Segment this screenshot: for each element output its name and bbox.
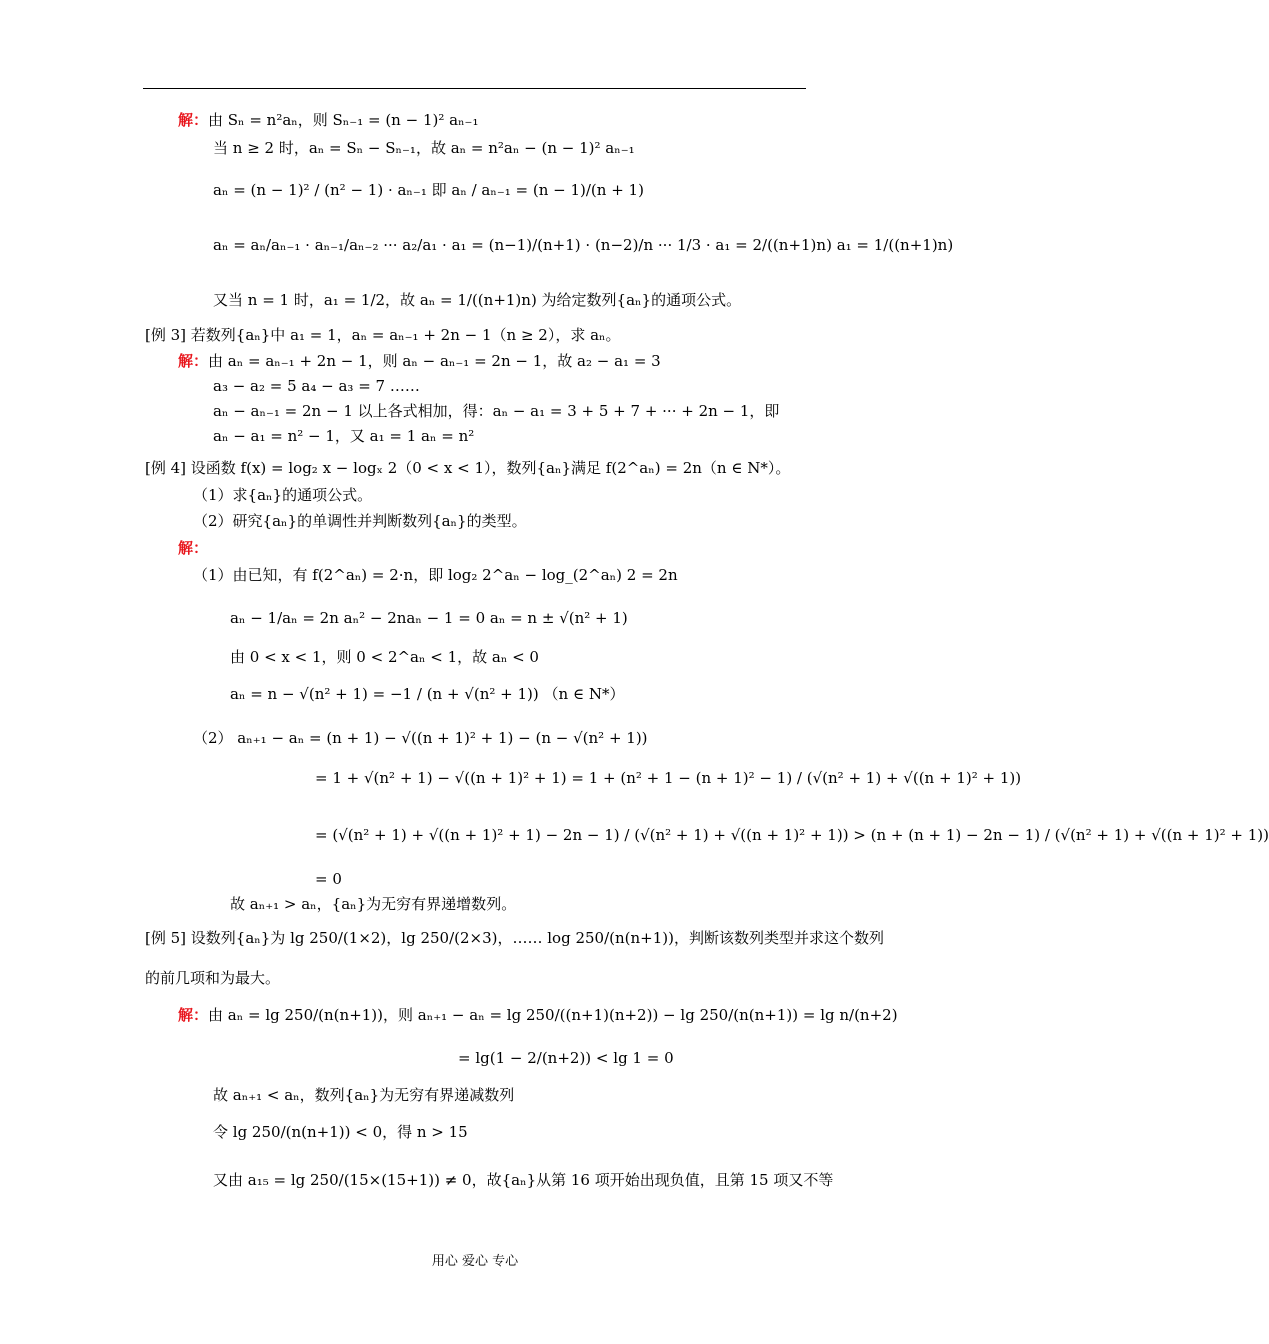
text-line-22: = 0 bbox=[315, 870, 342, 888]
text-line-4: aₙ = aₙ/aₙ₋₁ · aₙ₋₁/aₙ₋₂ ··· a₂/a₁ · a₁ = (n−1)/(n+1) · (n−2)/n ··· 1/3 · a₁ = 2/((n+1)n) a₁ = 1/((n+1)n) bbox=[213, 236, 954, 254]
solution-label: 解： bbox=[178, 111, 209, 129]
text-line-2: 当 n ≥ 2 时，aₙ = Sₙ − Sₙ₋₁，故 aₙ = n²aₙ − (n − 1)² aₙ₋₁ bbox=[213, 139, 635, 157]
text-line-29: 令 lg 250/(n(n+1)) < 0，得 n > 15 bbox=[213, 1123, 468, 1141]
text-line-3: aₙ = (n − 1)² / (n² − 1) · aₙ₋₁ 即 aₙ / aₙ₋₁ = (n − 1)/(n + 1) bbox=[213, 181, 644, 199]
text-line-5: 又当 n = 1 时，a₁ = 1/2，故 aₙ = 1/((n+1)n) 为给定数列{aₙ}的通项公式。 bbox=[213, 291, 742, 309]
text-line-30: 又由 a₁₅ = lg 250/(15×(15+1)) ≠ 0，故{aₙ}从第 16 项开始出现负值，且第 15 项又不等 bbox=[213, 1171, 834, 1189]
text-line-24: [例 5] 设数列{aₙ}为 lg 250/(1×2)，lg 250/(2×3)，…… log 250/(n(n+1))，判断该数列类型并求这个数列 bbox=[145, 929, 884, 947]
solution-label: 解： bbox=[178, 1006, 209, 1024]
solution-text: 由 aₙ = lg 250/(n(n+1))，则 aₙ₊₁ − aₙ = lg 250/((n+1)(n+2)) − lg 250/(n(n+1)) = lg n/(n+2) bbox=[208, 1006, 898, 1024]
text-line-14 bbox=[178, 538, 208, 558]
text-line-9: aₙ − aₙ₋₁ = 2n − 1 以上各式相加，得：aₙ − a₁ = 3 + 5 + 7 + ··· + 2n − 1，即 bbox=[213, 402, 780, 420]
text-line-6: [例 3] 若数列{aₙ}中 a₁ = 1，aₙ = aₙ₋₁ + 2n − 1（n ≥ 2），求 aₙ。 bbox=[145, 326, 621, 344]
text-line-10: aₙ − a₁ = n² − 1，又 a₁ = 1 aₙ = n² bbox=[213, 427, 475, 445]
text-line-15: （1）由已知，有 f(2^aₙ) = 2·n，即 log₂ 2^aₙ − log_(2^aₙ) 2 = 2n bbox=[193, 566, 678, 584]
text-line-12: （1）求{aₙ}的通项公式。 bbox=[193, 486, 373, 504]
solution-text: 由 aₙ = aₙ₋₁ + 2n − 1，则 aₙ − aₙ₋₁ = 2n − 1，故 a₂ − a₁ = 3 bbox=[208, 352, 661, 370]
text-line-21: = (√(n² + 1) + √((n + 1)² + 1) − 2n − 1) / (√(n² + 1) + √((n + 1)² + 1)) > (n + (n + 1) − 2n − 1) / (√(n² + 1) + √((n + 1)² + 1)) bbox=[315, 826, 1269, 844]
text-line-27: = lg(1 − 2/(n+2)) < lg 1 = 0 bbox=[458, 1049, 674, 1067]
text-line-16: aₙ − 1/aₙ = 2n aₙ² − 2naₙ − 1 = 0 aₙ = n ± √(n² + 1) bbox=[230, 609, 628, 627]
text-line-18: aₙ = n − √(n² + 1) = −1 / (n + √(n² + 1)) （n ∈ N*） bbox=[230, 685, 625, 703]
text-line-26 bbox=[178, 1005, 898, 1025]
text-line-28: 故 aₙ₊₁ < aₙ，数列{aₙ}为无穷有界递减数列 bbox=[213, 1086, 515, 1104]
text-line-25: 的前几项和为最大。 bbox=[145, 969, 281, 987]
text-line-8: a₃ − a₂ = 5 a₄ − a₃ = 7 …… bbox=[213, 377, 420, 395]
text-line-20: = 1 + √(n² + 1) − √((n + 1)² + 1) = 1 + (n² + 1 − (n + 1)² − 1) / (√(n² + 1) + √((n + 1)² + 1)) bbox=[315, 769, 1022, 787]
page-footer: 用心 爱心 专心 bbox=[431, 1254, 519, 1269]
text-line-13: （2）研究{aₙ}的单调性并判断数列{aₙ}的类型。 bbox=[193, 512, 527, 530]
text-line-7 bbox=[178, 351, 661, 371]
text-line-1 bbox=[178, 110, 479, 130]
solution-label: 解： bbox=[178, 352, 209, 370]
text-line-23: 故 aₙ₊₁ > aₙ，{aₙ}为无穷有界递增数列。 bbox=[230, 895, 517, 913]
text-line-11: [例 4] 设函数 f(x) = log₂ x − logₓ 2（0 < x < 1），数列{aₙ}满足 f(2^aₙ) = 2n（n ∈ N*）。 bbox=[145, 459, 791, 477]
solution-text: 由 Sₙ = n²aₙ，则 Sₙ₋₁ = (n − 1)² aₙ₋₁ bbox=[208, 111, 479, 129]
header-rule bbox=[143, 88, 806, 89]
solution-label: 解： bbox=[178, 539, 209, 557]
text-line-19: （2） aₙ₊₁ − aₙ = (n + 1) − √((n + 1)² + 1) − (n − √(n² + 1)) bbox=[193, 729, 648, 747]
text-line-17: 由 0 < x < 1，则 0 < 2^aₙ < 1，故 aₙ < 0 bbox=[230, 648, 539, 666]
